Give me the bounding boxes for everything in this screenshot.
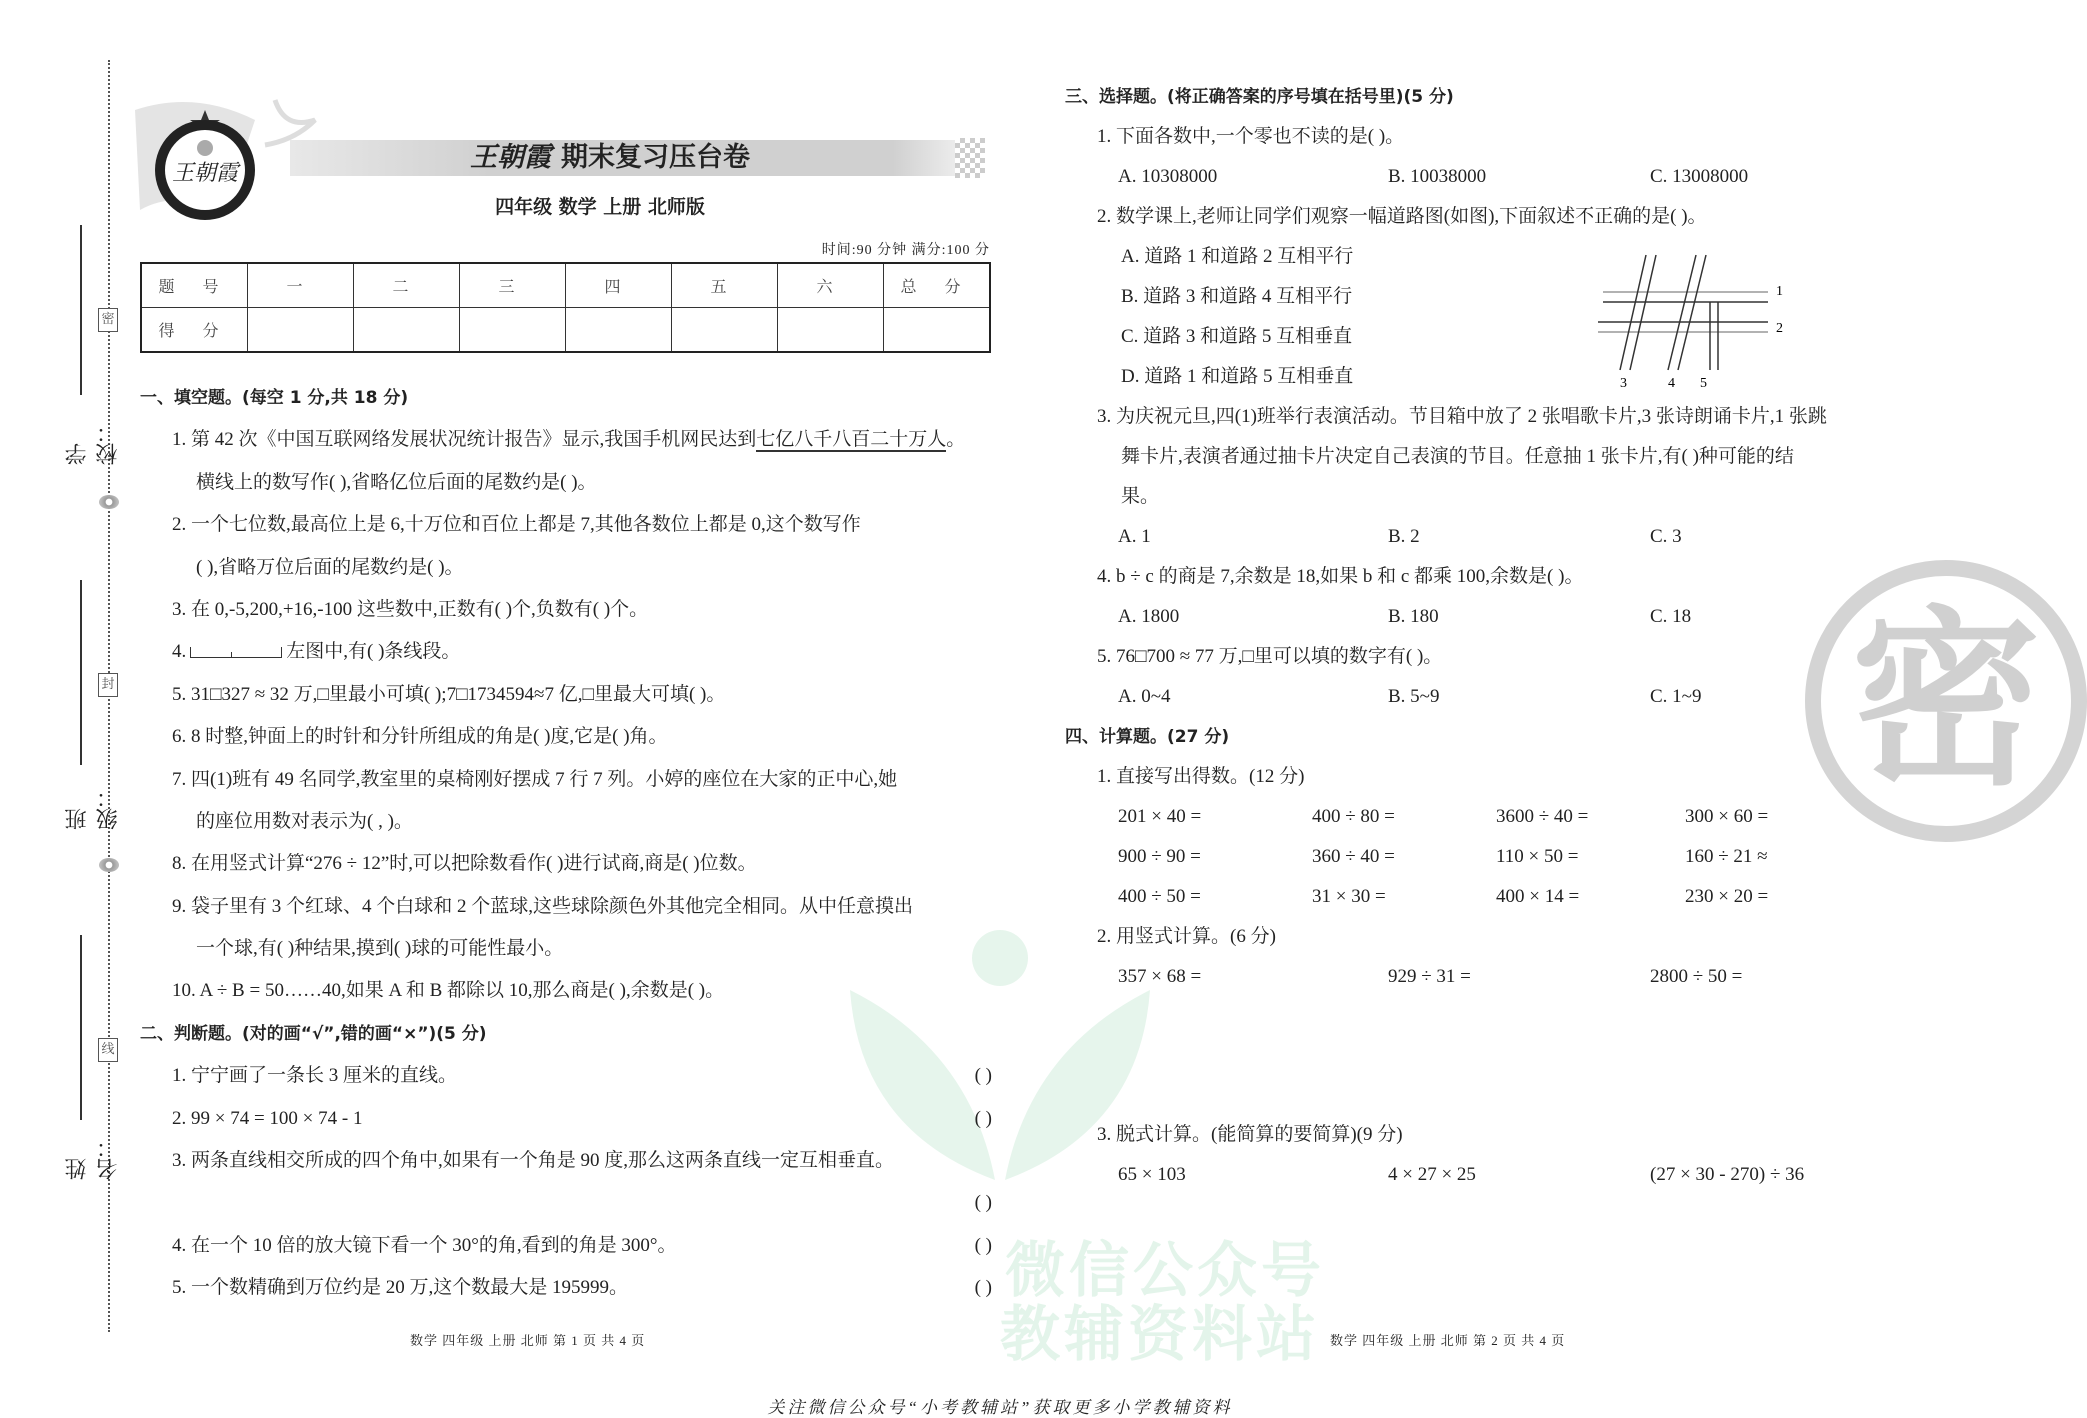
judge-item [140, 1055, 992, 1097]
score-row-label: 题 号 [141, 263, 248, 308]
calc-item: 400 × 14 = [1496, 886, 1580, 907]
calc-row [1065, 1155, 1915, 1195]
knot-icon [99, 495, 119, 509]
score-table [140, 262, 991, 353]
question-number: 4. [172, 641, 187, 663]
question-line [140, 970, 992, 1012]
question-line [140, 631, 992, 673]
question-text: 6. 8 时整,钟面上的时针和分针所组成的角是( )度,它是( )角。 [172, 726, 668, 748]
question-text: 5. 一个数精确到万位约是 20 万,这个数最大是 195999。 [172, 1277, 629, 1299]
work-space [1065, 997, 1915, 1115]
question-text: 7. 四(1)班有 49 名同学,教室里的桌椅刚好摆成 7 行 7 列。小婷的座位在大家的正中心,她 [172, 768, 898, 790]
score-column-header: 总 分 [884, 263, 991, 308]
score-column-header: 三 [460, 263, 566, 308]
section-title: 一、填空题。(每空 1 分,共 18 分) [140, 388, 409, 408]
left-column [140, 377, 992, 1310]
question-line: 5. 76□700 ≈ 77 万,□里可以填的数字有( )。 [1097, 646, 1443, 667]
watermark-text-2: 教辅资料站 [1000, 1300, 1320, 1370]
section-title: 四、计算题。(27 分) [1065, 727, 1230, 747]
question-text: 5. 31□327 ≈ 32 万,□里最小可填( );7□1734594≈7 亿,□里最大可填( )。 [172, 683, 726, 705]
seal-mi: 密 [98, 308, 118, 332]
section-title: 二、判断题。(对的画“√”,错的画“×”)(5 分) [140, 1023, 487, 1044]
question-text: ( ),省略万位后面的尾数约是( )。 [196, 556, 464, 578]
knot-icon [99, 858, 119, 872]
question-line [140, 843, 992, 885]
score-column-header: 六 [778, 263, 884, 308]
question-text: 3. 在 0,-5,200,+16,-100 这些数中,正数有( )个,负数有( )个。 [172, 598, 649, 620]
choice-option[interactable]: C. 13008000 [1650, 166, 1749, 187]
judge-item [140, 1098, 992, 1140]
score-cell[interactable] [566, 308, 672, 353]
question-text: 的座位用数对表示为( , )。 [196, 810, 413, 832]
options-row [1065, 677, 1915, 717]
question-line: 1. 下面各数中,一个零也不读的是( )。 [1097, 126, 1405, 147]
class-field-line [80, 580, 82, 765]
choice-option[interactable]: C. 1~9 [1650, 686, 1702, 707]
question-text: 10. A ÷ B = 50……40,如果 A 和 B 都除以 10,那么商是( ),余数是( )。 [172, 980, 725, 1002]
score-cell[interactable] [778, 308, 884, 353]
choice-option[interactable]: C. 道路 3 和道路 5 互相垂直 [1121, 326, 1353, 347]
judge-answer-row [140, 1182, 992, 1224]
school-label: 学校： [65, 421, 121, 465]
footer-page-1: 数学 四年级 上册 北师 第 1 页 共 4 页 [410, 1333, 646, 1348]
right-column [1065, 77, 1915, 1195]
question-text: 1. 第 42 次《中国互联网络发展状况统计报告》显示,我国手机网民达到 [172, 429, 757, 451]
score-column-header: 五 [672, 263, 778, 308]
page-title [440, 140, 780, 176]
question-line [140, 716, 992, 758]
calc-item: 300 × 60 = [1685, 806, 1769, 827]
line-segment-figure [190, 647, 282, 658]
secret-stamp-watermark: 密 [1805, 560, 2087, 842]
answer-parentheses[interactable]: ( ) [974, 1107, 992, 1129]
calc-item: 900 ÷ 90 = [1118, 846, 1201, 867]
question-line [140, 759, 992, 801]
score-cell[interactable] [884, 308, 991, 353]
choice-option[interactable]: C. 3 [1650, 526, 1682, 547]
judge-item [140, 1140, 992, 1182]
footer-page-2: 数学 四年级 上册 北师 第 2 页 共 4 页 [1330, 1333, 1566, 1348]
calc-item: 357 × 68 = [1118, 966, 1202, 987]
choice-option[interactable]: B. 10038000 [1388, 166, 1487, 187]
subtitle: 四年级 数学 上册 北师版 [495, 196, 705, 218]
time-score-info: 时间:90 分钟 满分:100 分 [821, 243, 990, 258]
road-label-4: 4 [1668, 376, 1675, 391]
score-row-label: 得 分 [141, 308, 248, 353]
question-line [140, 547, 992, 589]
road-label-3: 3 [1620, 376, 1627, 391]
road-label-5: 5 [1700, 376, 1707, 391]
question-text: 9. 袋子里有 3 个红球、4 个白球和 2 个蓝球,这些球除颜色外其他完全相同。从中任意摸出 [172, 895, 914, 917]
question-line [140, 928, 992, 970]
road-label-1: 1 [1776, 284, 1783, 299]
calc-item: 3600 ÷ 40 = [1496, 806, 1589, 827]
question-text: 3. 两条直线相交所成的四个角中,如果有一个角是 90 度,那么这两条直线一定互相垂直。 [172, 1150, 895, 1172]
calc-row [1065, 957, 1915, 997]
choice-option[interactable]: A. 道路 1 和道路 2 互相平行 [1121, 246, 1354, 267]
brand-name: 王朝霞 [470, 142, 551, 173]
question-text: 1. 宁宁画了一条长 3 厘米的直线。 [172, 1065, 458, 1087]
choice-option[interactable]: A. 1 [1118, 526, 1151, 547]
road-label-2: 2 [1776, 321, 1783, 336]
question-line: 舞卡片,表演者通过抽卡片决定自己表演的节目。任意抽 1 张卡片,有( )种可能的结 [1121, 446, 1794, 467]
calc-item: (27 × 30 - 270) ÷ 36 [1650, 1164, 1805, 1185]
answer-parentheses[interactable]: ( ) [974, 1065, 992, 1087]
score-cell[interactable] [354, 308, 460, 353]
choice-option[interactable]: C. 18 [1650, 606, 1692, 627]
punct: 。 [946, 429, 966, 451]
question-line: 果。 [1121, 486, 1160, 507]
answer-parentheses[interactable]: ( ) [974, 1192, 992, 1214]
banner-pattern [955, 138, 985, 178]
question-text: 一个球,有( )种结果,摸到( )球的可能性最小。 [196, 938, 564, 960]
choice-option[interactable]: A. 10308000 [1118, 166, 1218, 187]
choice-option[interactable]: A. 0~4 [1118, 686, 1171, 707]
judge-item [140, 1225, 992, 1267]
calc-item: 4 × 27 × 25 [1388, 1164, 1476, 1185]
calc-item: 400 ÷ 50 = [1118, 886, 1201, 907]
answer-parentheses[interactable]: ( ) [974, 1234, 992, 1256]
question-text: 2. 99 × 74 = 100 × 74 - 1 [172, 1107, 363, 1129]
subsection-title: 2. 用竖式计算。(6 分) [1097, 926, 1276, 947]
question-line [140, 886, 992, 928]
score-column-header: 四 [566, 263, 672, 308]
brand-logo [150, 108, 260, 223]
question-line: 2. 数学课上,老师让同学们观察一幅道路图(如图),下面叙述不正确的是( )。 [1097, 206, 1707, 227]
question-text: 4. 在一个 10 倍的放大镜下看一个 30°的角,看到的角是 300°。 [172, 1234, 677, 1256]
calc-item: 65 × 103 [1118, 1164, 1186, 1185]
calc-item: 110 × 50 = [1496, 846, 1579, 867]
score-cell[interactable] [672, 308, 778, 353]
title-text: 期末复习压台卷 [561, 142, 750, 173]
question-line [140, 419, 992, 461]
score-column-header: 二 [354, 263, 460, 308]
calc-item: 360 ÷ 40 = [1312, 846, 1395, 867]
calc-item: 31 × 30 = [1312, 886, 1386, 907]
score-column-header: 一 [248, 263, 354, 308]
seal-xian: 线 [98, 1038, 118, 1062]
calc-item: 160 ÷ 21 ≈ [1685, 846, 1768, 867]
options-row [1065, 597, 1915, 637]
question-line [140, 674, 992, 716]
judge-item [140, 1267, 992, 1309]
question-text: 横线上的数写作( ),省略亿位后面的尾数约是( )。 [196, 471, 597, 493]
subsection-title: 1. 直接写出得数。(12 分) [1097, 766, 1305, 787]
seal-feng: 封 [98, 673, 118, 697]
underlined-number: 七亿八千八百二十万人 [756, 429, 947, 451]
class-label: 班级： [65, 786, 121, 830]
section-title: 三、选择题。(将正确答案的序号填在括号里)(5 分) [1065, 87, 1454, 107]
choice-option[interactable]: B. 5~9 [1388, 686, 1440, 707]
choice-option[interactable]: B. 2 [1388, 526, 1420, 547]
calc-item: 400 ÷ 80 = [1312, 806, 1395, 827]
logo-seal-icon [150, 108, 260, 223]
logo-text: 王朝霞 [171, 161, 239, 186]
name-field-line [80, 935, 82, 1120]
question-line [140, 504, 992, 546]
question-text: 8. 在用竖式计算“276 ÷ 12”时,可以把除数看作( )进行试商,商是( )位数。 [172, 853, 757, 875]
score-cell[interactable] [248, 308, 354, 353]
choice-option[interactable]: B. 180 [1388, 606, 1439, 627]
question-line: 3. 为庆祝元旦,四(1)班举行表演活动。节目箱中放了 2 张唱歌卡片,3 张诗朗诵卡片,1 张跳 [1097, 406, 1827, 427]
answer-parentheses[interactable]: ( ) [974, 1277, 992, 1299]
choice-option[interactable]: D. 道路 1 和道路 5 互相垂直 [1121, 366, 1354, 387]
question-line: 4. b ÷ c 的商是 7,余数是 18,如果 b 和 c 都乘 100,余数是( )。 [1097, 566, 1584, 587]
options-row [1065, 517, 1915, 557]
question-line [140, 462, 992, 504]
school-field-line [80, 225, 82, 395]
options-row [1065, 157, 1915, 197]
calc-row [1065, 797, 1915, 837]
calc-row [1065, 877, 1915, 917]
question-text: 左图中,有( )条线段。 [286, 641, 461, 663]
bottom-note: 关注微信公众号“小考教辅站”获取更多小学教辅资料 [767, 1398, 1233, 1417]
name-label: 姓名： [65, 1136, 121, 1180]
calc-row [1065, 837, 1915, 877]
question-text: 2. 一个七位数,最高位上是 6,十万位和百位上都是 7,其他各数位上都是 0,这个数写作 [172, 514, 861, 536]
calc-item: 929 ÷ 31 = [1388, 966, 1471, 987]
road-diagram [1598, 250, 1798, 390]
question-line [140, 589, 992, 631]
question-line [140, 801, 992, 843]
choice-option[interactable]: A. 1800 [1118, 606, 1180, 627]
score-cell[interactable] [460, 308, 566, 353]
subsection-title: 3. 脱式计算。(能简算的要简算)(9 分) [1097, 1124, 1403, 1145]
calc-item: 230 × 20 = [1685, 886, 1769, 907]
calc-item: 2800 ÷ 50 = [1650, 966, 1743, 987]
choice-option[interactable]: B. 道路 3 和道路 4 互相平行 [1121, 286, 1353, 307]
calc-item: 201 × 40 = [1118, 806, 1202, 827]
watermark-text-1: 微信公众号 [1005, 1236, 1325, 1306]
